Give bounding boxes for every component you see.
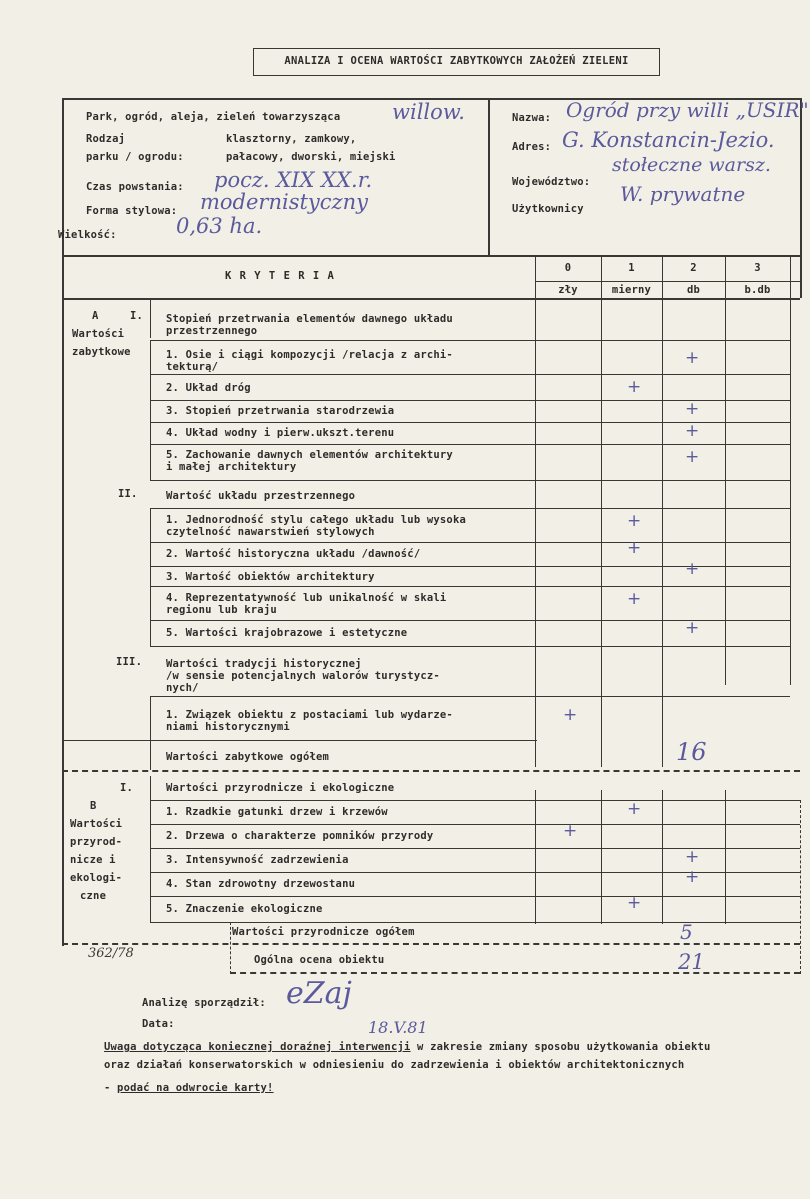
g2-item-1-line-2: czytelność nawarstwień stylowych — [166, 526, 375, 538]
g1-item-4-line-1: 4. Układ wodny i pierw.ukszt.terenu — [166, 427, 395, 439]
adres-value-2: stołeczne warsz. — [612, 154, 771, 176]
g1-item-2-line-1: 2. Układ dróg — [166, 382, 251, 394]
group-3-title-1: Wartości tradycji historycznej — [166, 658, 362, 670]
g2-item-4-line-2: regionu lub kraju — [166, 604, 277, 616]
b-item-2: 2. Drzewa o charakterze pomników przyrody — [166, 830, 434, 842]
rodzaj-label-1: Rodzaj — [86, 133, 126, 145]
b-item-5: 5. Znaczenie ekologiczne — [166, 903, 323, 915]
b-col-divider — [150, 776, 151, 922]
g2-item-1-line-1: 1. Jednorodność stylu całego układu lub wysoka — [166, 514, 466, 526]
section-b-roman: I. — [120, 782, 134, 794]
total-a-value: 16 — [676, 738, 707, 766]
g2-item-5-line-1: 5. Wartości krajobrazowe i estetyczne — [166, 627, 408, 639]
wielkosc-label: Wielkość: — [58, 229, 117, 241]
row-line — [150, 480, 790, 481]
b-item-3: 3. Intensywność zadrzewienia — [166, 854, 349, 866]
czas-value: pocz. XIX XX.r. — [214, 168, 373, 192]
row-line — [150, 922, 800, 923]
score-mark-a2-3: + — [685, 559, 700, 579]
row-line — [150, 848, 800, 849]
section-a-name-2: zabytkowe — [72, 346, 131, 358]
col-2-b — [662, 790, 663, 924]
col-3-b — [725, 790, 726, 924]
row-line — [150, 896, 800, 897]
g3-item-1-line-2: niami historycznymi — [166, 721, 290, 733]
section-a-code: A — [92, 310, 99, 322]
overall-left — [230, 922, 231, 974]
score-2: 2 — [690, 262, 697, 274]
score-name-2: db — [686, 284, 701, 296]
section-b-name-3: nicze i — [70, 854, 116, 866]
score-mark-a2-4: + — [627, 589, 642, 609]
row-line — [62, 740, 537, 741]
group-1-title-2: przestrzennego — [166, 325, 258, 337]
group-3-roman: III. — [116, 656, 143, 668]
note-line-3 — [104, 1082, 274, 1095]
g2-item-3-line-1: 3. Wartość obiektów architektury — [166, 571, 375, 583]
note-line-3-underlined: podać na odwrocie karty! — [117, 1082, 274, 1094]
row-line — [150, 800, 800, 801]
group-2-roman: II. — [118, 488, 138, 500]
row-line — [150, 872, 800, 873]
score-mark-b-3: + — [685, 847, 700, 867]
score-mark-b-4: + — [685, 867, 700, 887]
g1-item-5-line-2: i małej architektury — [166, 461, 297, 473]
rodzaj-option-2: pałacowy, dworski, miejski — [226, 151, 396, 163]
header-divider — [488, 98, 490, 255]
analiza-label: Analizę sporządził: — [142, 997, 266, 1009]
total-b-value: 5 — [680, 920, 693, 944]
park-label: Park, ogród, aleja, zieleń towarzysząca — [86, 111, 341, 123]
score-mark-b-1: + — [627, 799, 642, 819]
a-col-divider-3 — [150, 508, 151, 646]
row-line — [150, 340, 790, 341]
section-a-roman: I. — [130, 310, 144, 322]
col-0-b — [535, 790, 536, 924]
rodzaj-label-2: parku / ogrodu: — [86, 151, 184, 163]
analiza-signature: eZaj — [286, 976, 352, 1011]
score-mark-a1-1: + — [685, 348, 700, 368]
group-1-title-1: Stopień przetrwania elementów dawnego układu — [166, 313, 453, 325]
score-mark-a2-2: + — [627, 538, 642, 558]
section-b-name-1: Wartości — [70, 818, 123, 830]
score-name-0: zły — [558, 284, 578, 296]
g2-item-4-line-1: 4. Reprezentatywność lub unikalność w skali — [166, 592, 447, 604]
row-line — [150, 542, 790, 543]
note-line-1 — [104, 1041, 711, 1054]
group-2-title: Wartość układu przestrzennego — [166, 490, 356, 502]
adres-label: Adres: — [512, 141, 552, 153]
score-3: 3 — [754, 262, 761, 274]
score-mark-a1-2: + — [627, 377, 642, 397]
wielkosc-value: 0,63 ha. — [176, 214, 263, 238]
a-col-divider-1 — [150, 298, 151, 338]
park-value: willow. — [392, 100, 465, 124]
score-mark-a2-5: + — [685, 618, 700, 638]
row-line — [150, 374, 790, 375]
rodzaj-option-1: klasztorny, zamkowy, — [226, 133, 357, 145]
col-2 — [662, 255, 663, 767]
section-b-name-5: czne — [80, 890, 107, 902]
g3-item-1-line-1: 1. Związek obiektu z postaciami lub wydarze- — [166, 709, 453, 721]
header-bottom — [62, 255, 800, 257]
row-line — [150, 824, 800, 825]
row-line — [150, 586, 790, 587]
b-item-1: 1. Rzadkie gatunki drzew i krzewów — [166, 806, 388, 818]
form-title-box — [253, 48, 660, 76]
note-line-2: oraz działań konserwatorskich w odniesieniu do zadrzewienia i obiektów architektonicznych — [104, 1059, 685, 1071]
forma-label: Forma stylowa: — [86, 205, 178, 217]
overall-value: 21 — [678, 950, 705, 974]
criteria-head-bottom — [62, 298, 800, 300]
data-label: Data: — [142, 1018, 175, 1030]
forma-value: modernistyczny — [200, 190, 368, 214]
kryteria-label: K R Y T E R I A — [225, 270, 335, 282]
col-1-b — [601, 790, 602, 924]
g1-item-3-line-1: 3. Stopień przetrwania starodrzewia — [166, 405, 395, 417]
score-mark-a3-1: + — [563, 705, 578, 725]
row-line — [150, 646, 790, 647]
row-line — [150, 508, 790, 509]
total-a-label: Wartości zabytkowe ogółem — [166, 751, 330, 763]
note-line-1-underlined: Uwaga dotycząca koniecznej doraźnej interwencji — [104, 1041, 411, 1053]
wojewodztwo-value: W. prywatne — [620, 182, 746, 206]
total-b-label: Wartości przyrodnicze ogółem — [232, 926, 415, 938]
score-mark-a1-5: + — [685, 447, 700, 467]
col-0 — [535, 255, 536, 767]
row-line — [150, 696, 790, 697]
data-value: 18.V.81 — [368, 1018, 428, 1037]
group-3-title-2: /w sensie potencjalnych walorów turystycz- — [166, 670, 440, 682]
score-1: 1 — [628, 262, 635, 274]
score-mark-a1-3: + — [685, 399, 700, 419]
a-col-divider-2 — [150, 340, 151, 480]
form-title: ANALIZA I OCENA WARTOŚCI ZABYTKOWYCH ZAŁOŻEŃ ZIELENI — [284, 55, 629, 67]
note-line-3-dash: - — [104, 1082, 118, 1094]
score-0: 0 — [564, 262, 572, 274]
archive-number: 362/78 — [88, 946, 134, 961]
overall-bottom — [230, 972, 800, 974]
section-b-title: Wartości przyrodnicze i ekologiczne — [166, 782, 395, 794]
wojewodztwo-label: Województwo: — [512, 176, 591, 188]
score-head-mid — [535, 281, 800, 282]
uzytkownicy-label: Użytkownicy — [512, 203, 584, 215]
b-right — [800, 800, 801, 974]
nazwa-label: Nazwa: — [512, 112, 552, 124]
score-name-3: b.db — [744, 284, 771, 296]
section-divider — [62, 770, 800, 772]
score-name-1: mierny — [611, 284, 652, 296]
b-item-4: 4. Stan zdrowotny drzewostanu — [166, 878, 356, 890]
score-mark-b-2: + — [563, 821, 578, 841]
total-a-divider — [150, 740, 151, 770]
g2-item-2-line-1: 2. Wartość historyczna układu /dawność/ — [166, 548, 421, 560]
row-line — [150, 444, 790, 445]
g1-item-1-line-2: tekturą/ — [166, 361, 219, 373]
note-line-1-rest: w zakresie zmiany sposobu użytkowania obiektu — [410, 1041, 711, 1053]
group-3-title-3: nych/ — [166, 682, 199, 694]
section-b-code: B — [90, 800, 97, 812]
nazwa-value: Ogród przy willi „USIR" — [566, 98, 809, 122]
overall-label: Ogólna ocena obiektu — [254, 954, 385, 966]
adres-value: G. Konstancin-Jezio. — [562, 128, 775, 152]
frame-right — [800, 98, 802, 298]
col-end — [790, 255, 791, 685]
score-mark-b-5: + — [627, 893, 642, 913]
section-a-name-1: Wartości — [72, 328, 125, 340]
g1-item-1-line-1: 1. Osie i ciągi kompozycji /relacja z archi- — [166, 349, 453, 361]
score-mark-a2-1: + — [627, 511, 642, 531]
a-col-divider-4 — [150, 696, 151, 740]
frame-left — [62, 98, 64, 946]
col-1 — [601, 255, 602, 767]
czas-label: Czas powstania: — [86, 181, 184, 193]
g1-item-5-line-1: 5. Zachowanie dawnych elementów architektury — [166, 449, 453, 461]
section-b-name-4: ekologi- — [70, 872, 123, 884]
section-b-name-2: przyrod- — [70, 836, 123, 848]
score-mark-a1-4: + — [685, 421, 700, 441]
